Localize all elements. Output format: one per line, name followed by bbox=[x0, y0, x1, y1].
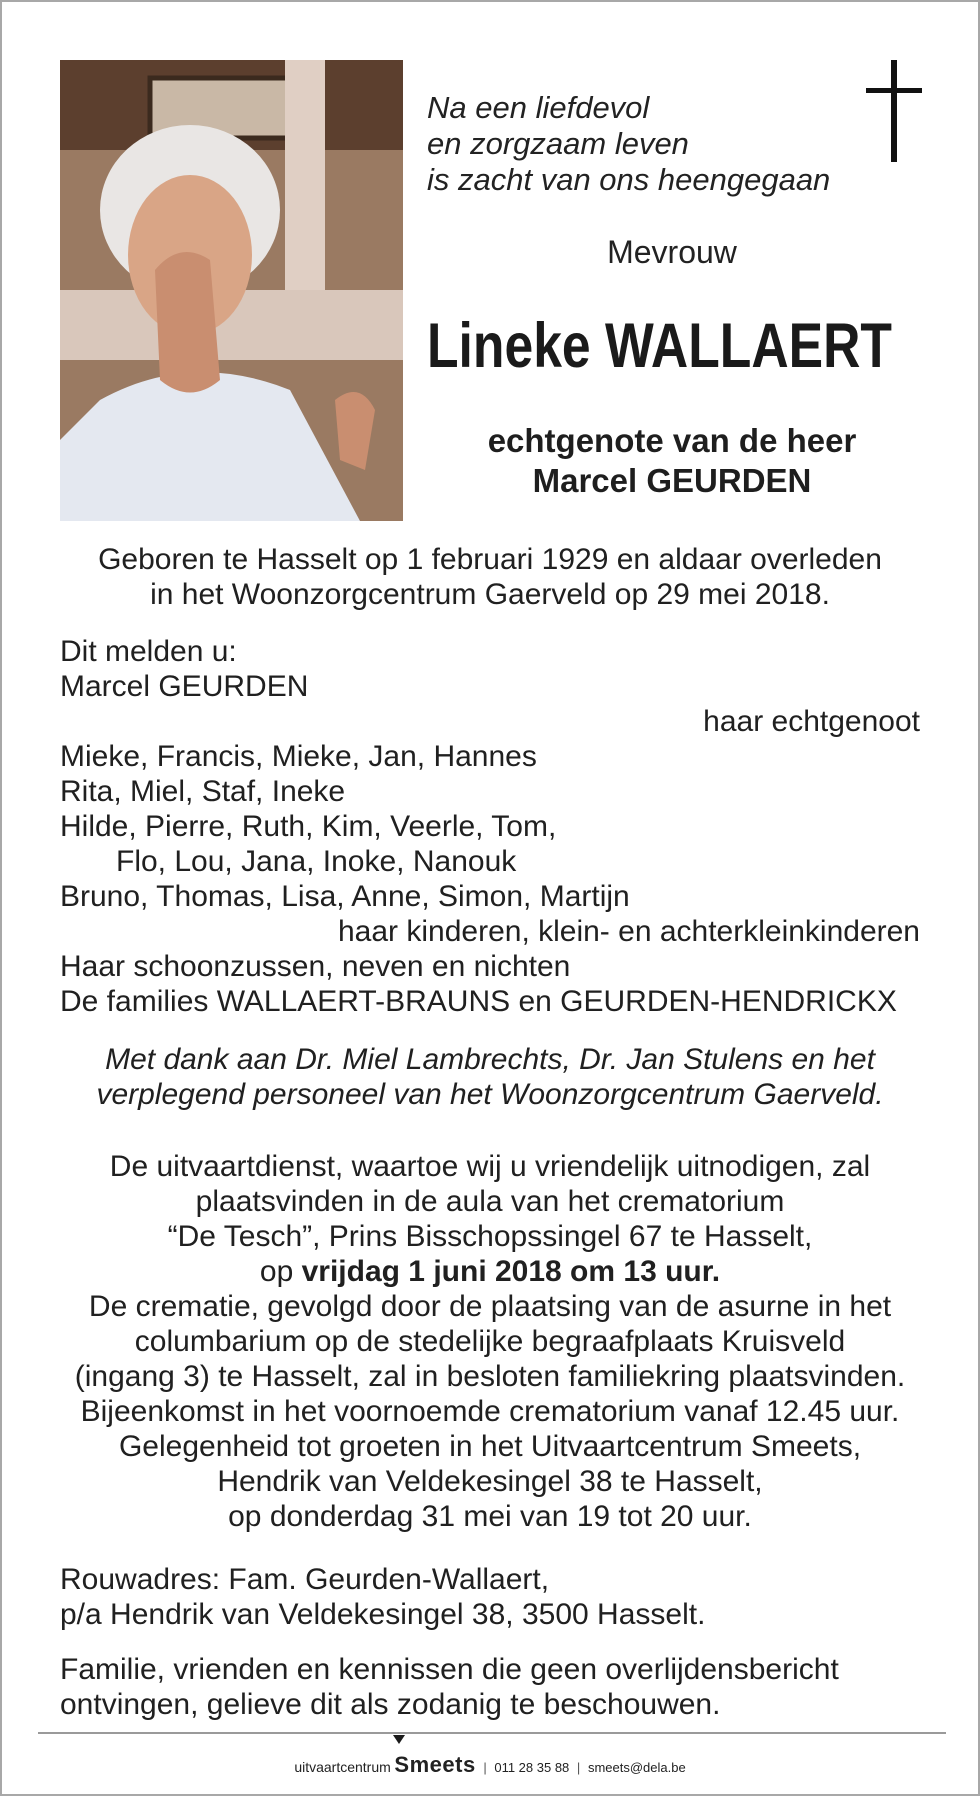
death-line: in het Woonzorgcentrum Gaerveld op 29 mei 2018. bbox=[150, 578, 830, 611]
service-line: De crematie, gevolgd door de plaatsing van de asurne in het bbox=[88, 1290, 892, 1323]
cross-icon bbox=[866, 60, 922, 162]
children-line: Mieke, Francis, Mieke, Jan, Hannes bbox=[60, 740, 537, 773]
salutation: Mevrouw bbox=[607, 234, 737, 270]
children-line: Flo, Lou, Jana, Inoke, Nanouk bbox=[116, 845, 517, 878]
verse-line: en zorgzaam leven bbox=[427, 126, 689, 161]
footer-separator: | bbox=[483, 1760, 487, 1775]
relatives-line: Haar schoonzussen, neven en nichten bbox=[60, 950, 571, 983]
service-line: “De Tesch”, Prins Bisschopssingel 67 te Hasselt, bbox=[167, 1220, 813, 1253]
funeral-service-details bbox=[60, 1149, 920, 1534]
thanks-line: verplegend personeel van het Woonzorgcentrum Gaerveld. bbox=[96, 1078, 884, 1111]
opening-verse bbox=[427, 90, 830, 198]
verse-line: is zacht van ons heengegaan bbox=[427, 162, 831, 197]
children-role: haar kinderen, klein- en achterkleinkinderen bbox=[337, 915, 920, 948]
service-line: plaatsvinden in de aula van het crematorium bbox=[195, 1185, 785, 1218]
service-line: op donderdag 31 mei van 19 tot 20 uur. bbox=[228, 1500, 752, 1533]
deceased-name: Lineke WALLAERT bbox=[427, 311, 892, 381]
footer-separator: | bbox=[576, 1760, 581, 1775]
closing-line: ontvingen, gelieve dit als zodanig te beschouwen. bbox=[60, 1688, 721, 1721]
address-line: Rouwadres: Fam. Geurden-Wallaert, bbox=[60, 1563, 550, 1596]
footer-divider bbox=[38, 1732, 946, 1734]
service-date: vrijdag 1 juni 2018 om 13 uur. bbox=[301, 1255, 721, 1288]
spouse-role: haar echtgenoot bbox=[703, 705, 920, 738]
portrait-photo bbox=[60, 60, 403, 521]
service-date-prefix: op bbox=[259, 1255, 302, 1288]
address-line: p/a Hendrik van Veldekesingel 38, 3500 Hasselt. bbox=[60, 1598, 706, 1631]
children-line: Rita, Miel, Staf, Ineke bbox=[60, 775, 346, 808]
families-line: De families WALLAERT-BRAUNS en GEURDEN-HENDRICKX bbox=[60, 985, 897, 1018]
service-line: De uitvaartdienst, waartoe wij u vriendelijk uitnodigen, zal bbox=[109, 1150, 871, 1183]
footer-brand: Smeets bbox=[394, 1752, 476, 1777]
service-line: Bijeenkomst in het voornoemde crematorium vanaf 12.45 uur. bbox=[80, 1395, 900, 1428]
service-line: columbarium op de stedelijke begraafplaats Kruisveld bbox=[134, 1325, 846, 1358]
footer-prefix: uitvaartcentrum bbox=[294, 1759, 391, 1775]
funeral-home-footer bbox=[2, 1752, 978, 1778]
service-line: Gelegenheid tot groeten in het Uitvaartcentrum Smeets, bbox=[118, 1430, 862, 1463]
birth-death-notice bbox=[60, 542, 920, 612]
service-line: Hendrik van Veldekesingel 38 te Hasselt, bbox=[217, 1465, 763, 1498]
footer-phone: 011 28 35 88 bbox=[494, 1760, 570, 1775]
spouse-announcer: Marcel GEURDEN bbox=[60, 670, 309, 703]
thanks-line: Met dank aan Dr. Miel Lambrechts, Dr. Jan Stulens en het bbox=[105, 1043, 875, 1076]
mourning-address bbox=[60, 1562, 920, 1632]
triangle-marker-icon bbox=[393, 1735, 405, 1744]
spouse-relation: echtgenote van de heer bbox=[487, 422, 857, 459]
children-line: Bruno, Thomas, Lisa, Anne, Simon, Martijn bbox=[60, 880, 630, 913]
thanks-note bbox=[60, 1042, 920, 1112]
announcers-intro: Dit melden u: bbox=[60, 635, 237, 668]
service-line: (ingang 3) te Hasselt, zal in besloten familiekring plaatsvinden. bbox=[74, 1360, 906, 1393]
footer-email[interactable]: smeets@dela.be bbox=[587, 1760, 686, 1775]
closing-note bbox=[60, 1652, 920, 1722]
spouse-name: Marcel GEURDEN bbox=[532, 462, 812, 499]
birth-line: Geboren te Hasselt op 1 februari 1929 en aldaar overleden bbox=[98, 543, 882, 576]
verse-line: Na een liefdevol bbox=[427, 90, 650, 125]
children-line: Hilde, Pierre, Ruth, Kim, Veerle, Tom, bbox=[60, 810, 557, 843]
closing-line: Familie, vrienden en kennissen die geen overlijdensbericht bbox=[60, 1653, 839, 1686]
service-date-line bbox=[60, 1254, 920, 1289]
spouse-line bbox=[427, 421, 917, 501]
announcers-list bbox=[60, 634, 920, 1019]
